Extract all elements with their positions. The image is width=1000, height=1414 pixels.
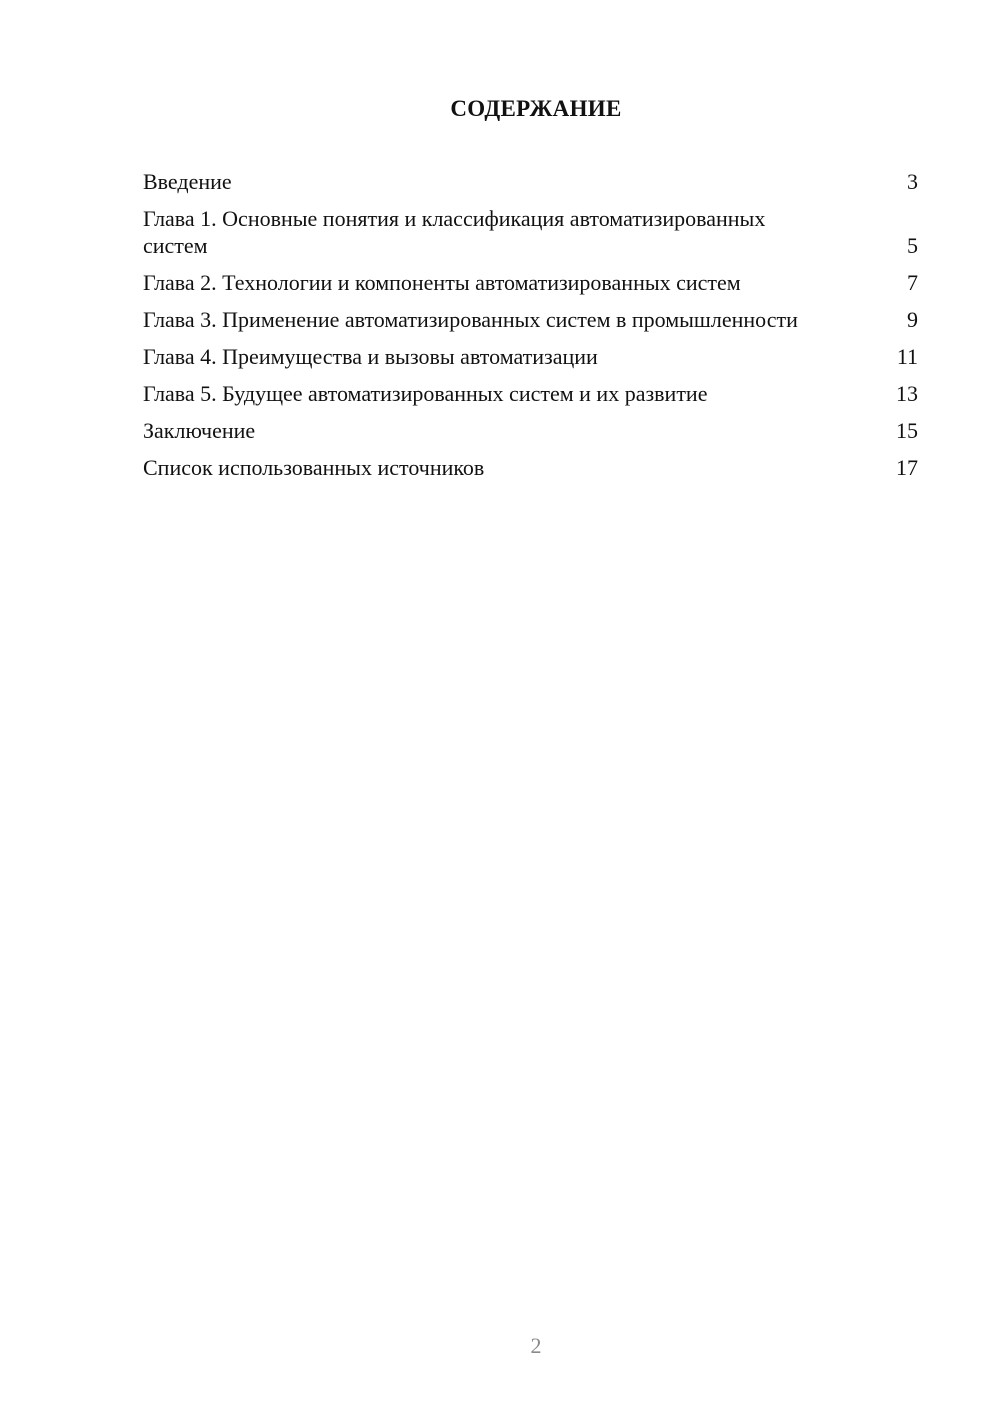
toc-entry-page: 7 xyxy=(907,270,918,295)
page-number: 2 xyxy=(530,1333,542,1358)
toc-entry-page: 9 xyxy=(907,307,918,332)
toc-entry-chapter-1[interactable] xyxy=(143,205,918,259)
toc-entry-chapter-2[interactable] xyxy=(143,269,918,296)
toc-entry-page: 17 xyxy=(896,455,918,480)
toc-entry-chapter-4[interactable] xyxy=(143,343,918,370)
toc-entry-conclusion[interactable] xyxy=(143,417,918,444)
toc-entry-introduction[interactable] xyxy=(143,168,918,195)
toc-entry-references[interactable] xyxy=(143,454,918,481)
toc-entry-title: Глава 3. Применение автоматизированных систем в промышленности xyxy=(143,307,798,332)
toc-entry-title: Введение xyxy=(143,169,232,194)
toc-entry-page: 5 xyxy=(907,233,918,258)
toc-entry-title: Заключение xyxy=(143,418,256,443)
toc-heading: СОДЕРЖАНИЕ xyxy=(450,96,622,121)
toc-entry-page: 15 xyxy=(896,418,918,443)
toc-entry-title: Глава 4. Преимущества и вызовы автоматизации xyxy=(143,344,598,369)
toc-entry-chapter-5[interactable] xyxy=(143,380,918,407)
table-of-contents xyxy=(143,168,918,491)
toc-entry-title: Глава 1. Основные понятия и классификация автоматизированных систем xyxy=(143,206,766,258)
toc-entry-page: 13 xyxy=(896,381,918,406)
toc-entry-page: 3 xyxy=(907,169,918,194)
toc-entry-title: Список использованных источников xyxy=(143,455,485,480)
toc-entry-chapter-3[interactable] xyxy=(143,306,918,333)
toc-entry-title: Глава 5. Будущее автоматизированных систем и их развитие xyxy=(143,381,708,406)
toc-entry-title: Глава 2. Технологии и компоненты автоматизированных систем xyxy=(143,270,741,295)
toc-entry-page: 11 xyxy=(896,344,918,369)
